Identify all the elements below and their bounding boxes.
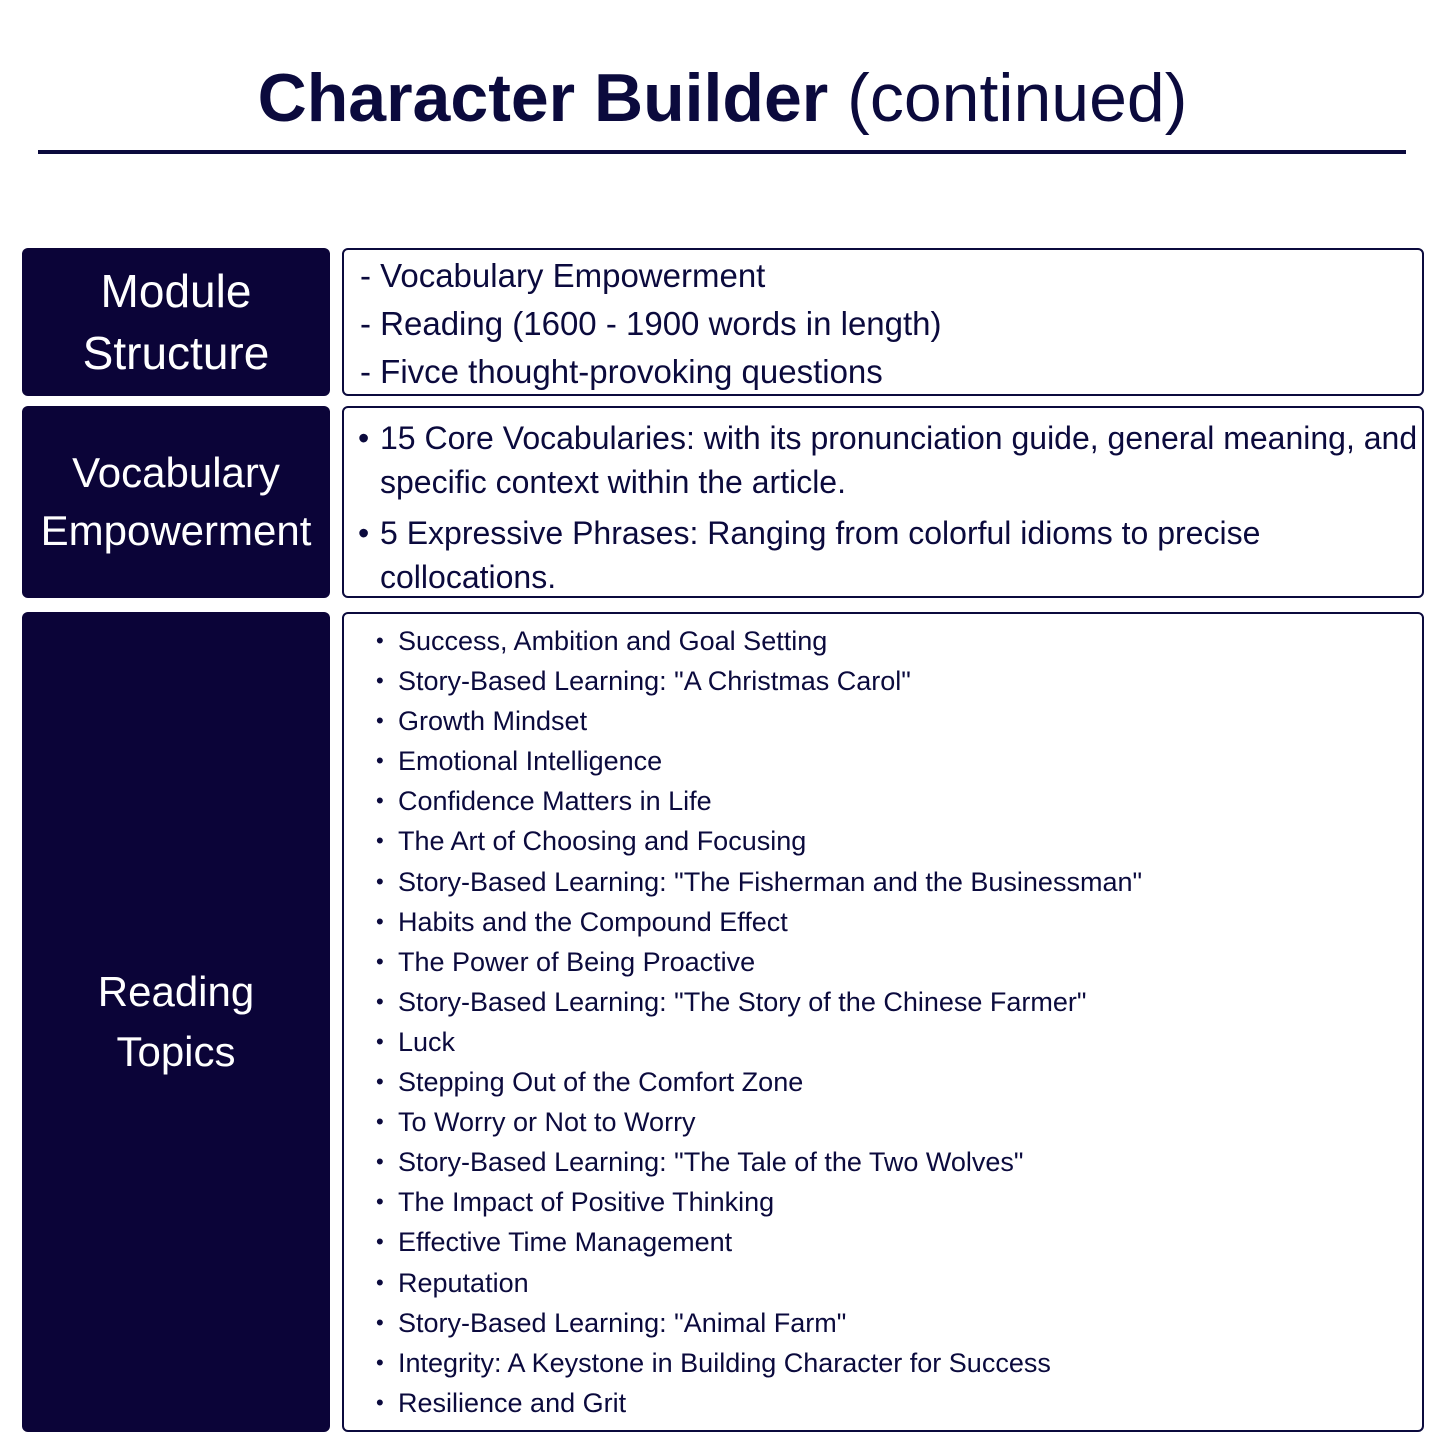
title-main: Character Builder [257, 60, 829, 136]
title-divider [38, 150, 1406, 154]
reading-topic-item [376, 1263, 1422, 1303]
bullet-icon: • [376, 708, 384, 734]
reading-topic-item [376, 1062, 1422, 1102]
bullet-icon: • [376, 668, 384, 694]
page-title [0, 58, 1445, 138]
reading-topics-label [22, 612, 330, 1432]
reading-topic-item [376, 1142, 1422, 1182]
module-structure-content [342, 248, 1424, 396]
reading-topic-item [376, 621, 1422, 661]
reading-topic-text: Confidence Matters in Life [398, 786, 712, 817]
bullet-icon: • [358, 515, 370, 551]
reading-topic-item [376, 1222, 1422, 1262]
reading-topic-item [376, 1303, 1422, 1343]
reading-topic-item [376, 1383, 1422, 1423]
reading-topic-text: Story-Based Learning: "A Christmas Carol" [398, 666, 911, 697]
reading-topic-text: Story-Based Learning: "The Story of the Chinese Farmer" [398, 986, 1087, 1017]
reading-topic-item [376, 1102, 1422, 1142]
reading-topic-text: Effective Time Management [398, 1227, 733, 1258]
reading-topic-text: Emotional Intelligence [398, 746, 663, 777]
bullet-icon: • [376, 908, 384, 934]
bullet-icon: • [376, 868, 384, 894]
reading-topic-item [376, 701, 1422, 741]
vocabulary-item-text: 5 Expressive Phrases: Ranging from colorful idioms to precise collocations. [380, 515, 1261, 595]
module-structure-label [22, 248, 330, 396]
vocabulary-empowerment-content [342, 406, 1424, 598]
bullet-icon: • [376, 1028, 384, 1054]
reading-topic-item [376, 781, 1422, 821]
reading-topic-item [376, 1182, 1422, 1222]
vocabulary-list-item [358, 416, 1422, 504]
bullet-icon: • [358, 420, 370, 456]
bullet-icon: • [376, 628, 384, 653]
reading-topic-text: Success, Ambition and Goal Setting [398, 626, 828, 656]
module-structure-label-line2: Structure [82, 327, 270, 379]
reading-topic-text: Luck [398, 1026, 456, 1057]
vocabulary-label-line2: Empowerment [40, 507, 312, 554]
reading-topic-text: Stepping Out of the Comfort Zone [398, 1067, 804, 1098]
reading-topic-text: Resilience and Grit [398, 1387, 627, 1418]
bullet-icon: • [376, 1189, 384, 1215]
module-structure-line: - Reading (1600 - 1900 words in length) [360, 305, 942, 342]
reading-topic-text: Habits and the Compound Effect [398, 906, 788, 937]
reading-topic-text: The Power of Being Proactive [398, 946, 756, 977]
bullet-icon: • [376, 1269, 384, 1295]
bullet-icon: • [376, 1069, 384, 1095]
reading-topic-item [376, 902, 1422, 942]
bullet-icon: • [376, 1349, 384, 1375]
reading-topic-text: Story-Based Learning: "The Tale of the Two Wolves" [398, 1147, 1024, 1178]
reading-topic-text: Reputation [398, 1267, 529, 1298]
reading-label-line1: Reading [97, 968, 255, 1015]
reading-topic-text: Story-Based Learning: "The Fisherman and the Businessman" [398, 866, 1143, 897]
reading-topic-item [376, 862, 1422, 902]
vocabulary-empowerment-label [22, 406, 330, 598]
reading-topics-content [342, 612, 1424, 1432]
bullet-icon: • [376, 948, 384, 974]
bullet-icon: • [376, 788, 384, 814]
bullet-icon: • [376, 1309, 384, 1335]
reading-topic-item [376, 1022, 1422, 1062]
bullet-icon: • [376, 1229, 384, 1255]
vocabulary-label-line1: Vocabulary [72, 449, 280, 496]
bullet-icon: • [376, 828, 384, 854]
bullet-icon: • [376, 1109, 384, 1135]
reading-topic-item [376, 1343, 1422, 1383]
title-suffix: (continued) [847, 60, 1188, 136]
reading-topic-item [376, 661, 1422, 701]
bullet-icon: • [376, 748, 384, 774]
reading-topic-item [376, 942, 1422, 982]
bullet-icon: • [376, 988, 384, 1014]
reading-topic-text: The Impact of Positive Thinking [398, 1187, 775, 1218]
module-structure-label-line1: Module [100, 265, 252, 317]
reading-topic-text: Story-Based Learning: "Animal Farm" [398, 1307, 847, 1338]
reading-topic-item [376, 982, 1422, 1022]
reading-label-line2: Topics [116, 1028, 236, 1075]
reading-topic-text: Growth Mindset [398, 706, 588, 737]
reading-topic-item [376, 741, 1422, 781]
bullet-icon: • [376, 1389, 384, 1415]
module-structure-line: - Vocabulary Empowerment [360, 257, 766, 294]
reading-topic-item [376, 821, 1422, 861]
vocabulary-list-item [358, 511, 1422, 599]
reading-topic-text: To Worry or Not to Worry [398, 1107, 696, 1138]
reading-topic-text: Integrity: A Keystone in Building Character for Success [398, 1347, 1051, 1378]
bullet-icon: • [376, 1149, 384, 1175]
module-structure-line: - Fivce thought-provoking questions [360, 353, 883, 390]
vocabulary-item-text: 15 Core Vocabularies: with its pronunciation guide, general meaning, and specific context within the article. [380, 420, 1418, 500]
reading-topic-text: The Art of Choosing and Focusing [398, 826, 807, 857]
